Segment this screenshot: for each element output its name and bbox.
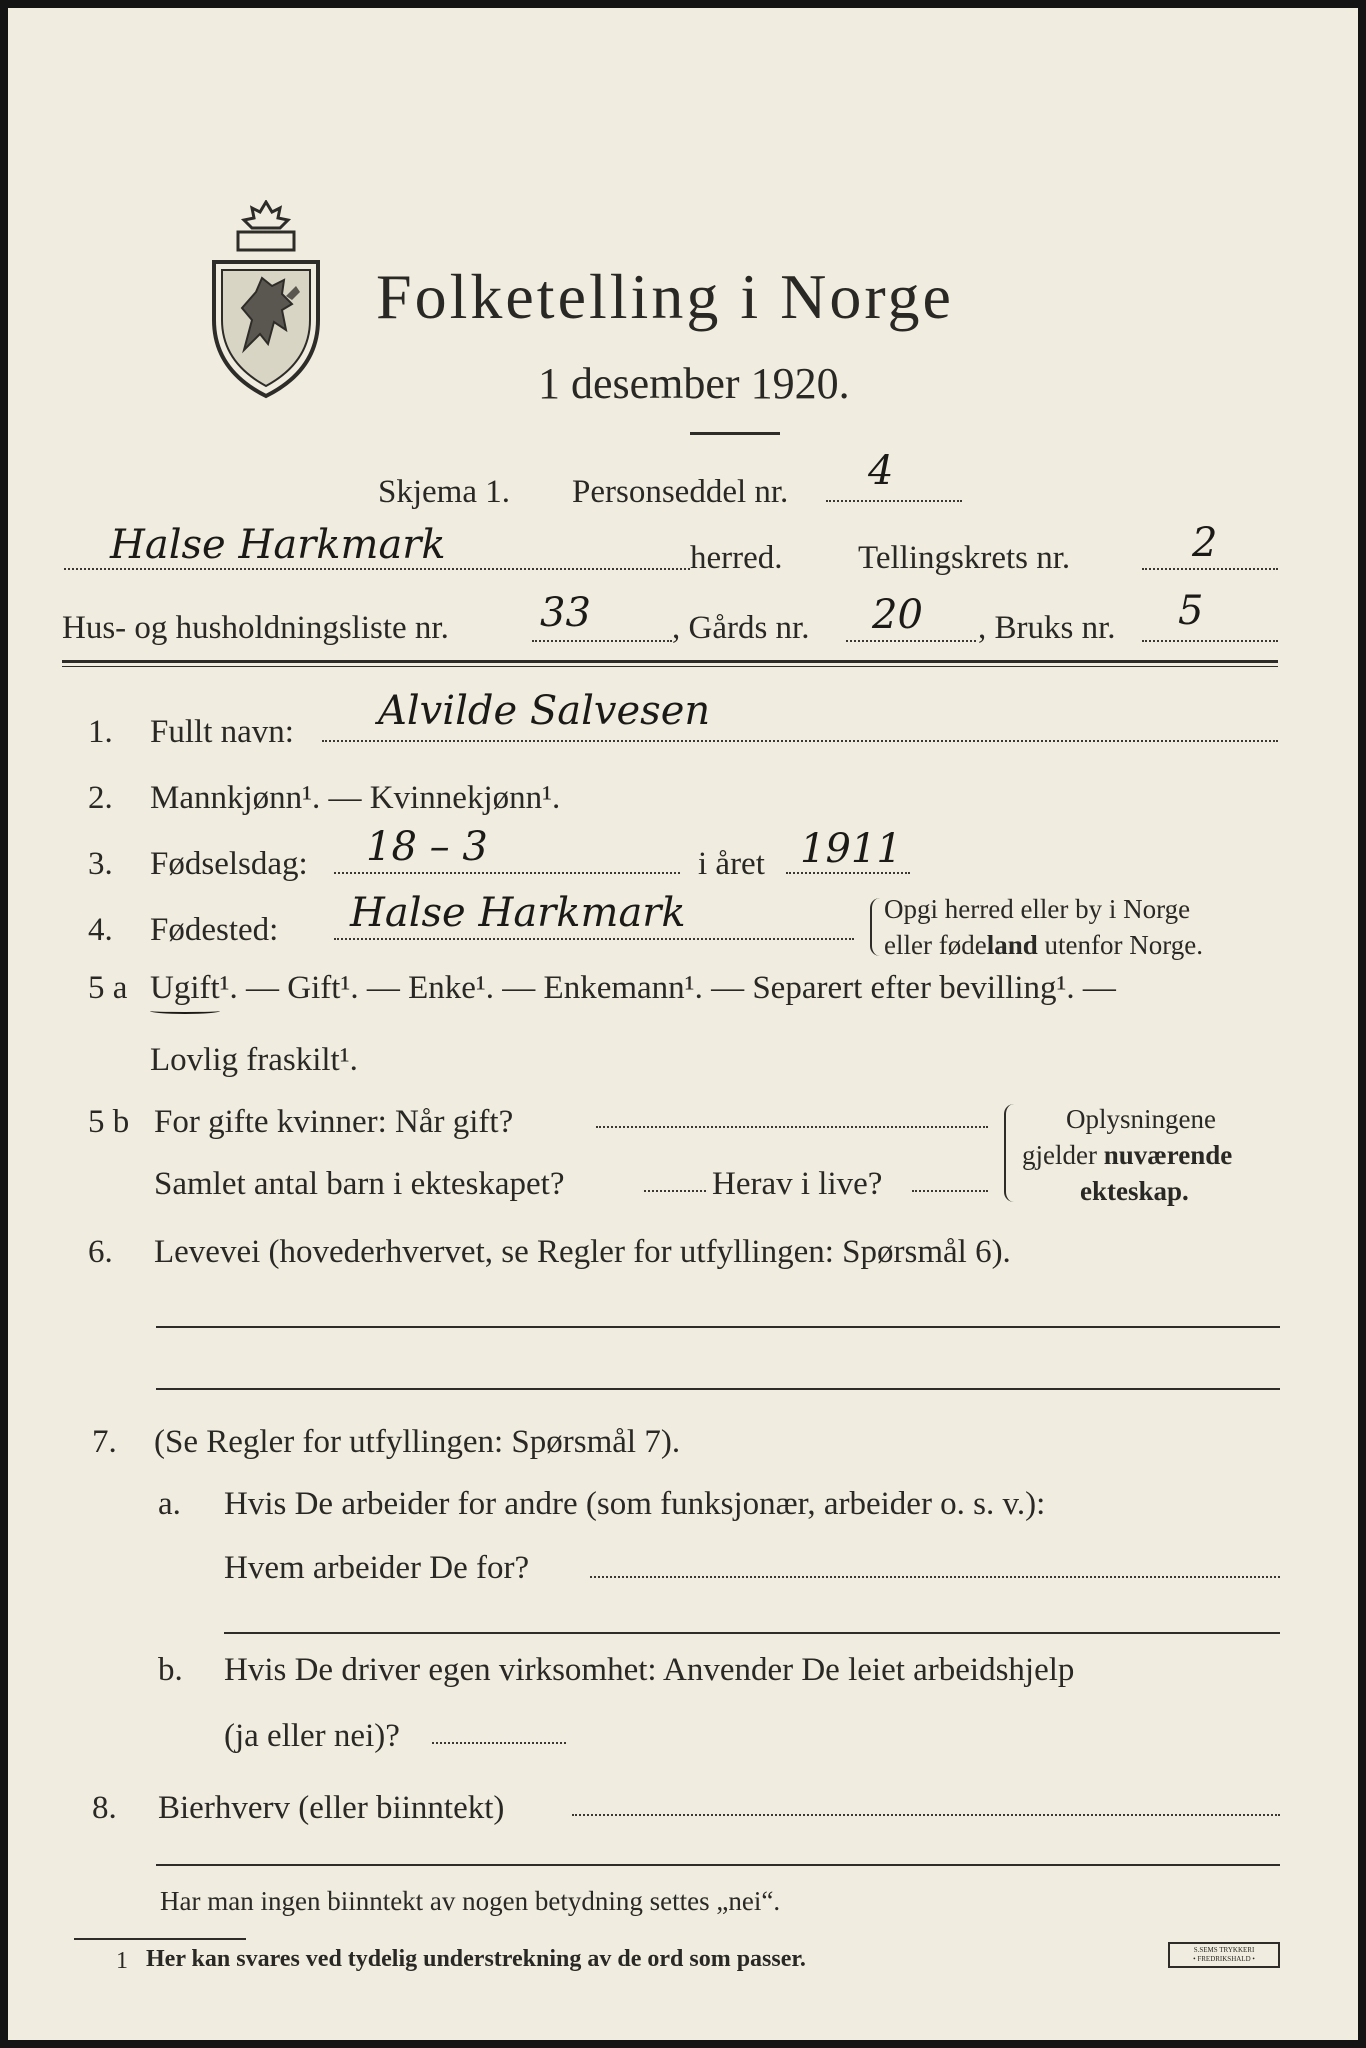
q4-value: Halse Harkmark [350,890,686,936]
gards-label: , Gårds nr. [672,610,810,646]
q7-number: 7. [92,1424,117,1460]
form-title: Folketelling i Norge [376,261,954,332]
q7a-line1: Hvis De arbeider for andre (som funksjonær, arbeider o. s. v.): [224,1486,1046,1522]
q4-note-brace [870,898,880,956]
q5a-line1: Ugift¹. — Gift¹. — Enke¹. — Enkemann¹. — Separert efter bevilling¹. — [150,970,1116,1006]
bruks-line [1142,640,1278,642]
q7b-line1: Hvis De driver egen virksomhet: Anvender De leiet arbeidshjelp [224,1652,1075,1688]
q6-text: Levevei (hovederhvervet, se Regler for utfyllingen: Spørsmål 6). [154,1234,1011,1270]
census-date: 1 desember 1920. [538,359,850,408]
q4-number: 4. [88,912,113,948]
q3-year-value: 1911 [800,826,902,872]
personseddel-value: 4 [868,448,894,494]
husliste-value: 33 [540,590,591,636]
q5b-note-line1: Oplysningene [1066,1104,1216,1134]
printer-stamp-line1: S.SEMS TRYKKERI [1193,1946,1255,1954]
q8-line [572,1814,1280,1816]
q7b-line2: (ja eller nei)? [224,1718,400,1754]
printer-stamp [1168,1942,1280,1968]
bruks-value: 5 [1178,588,1204,634]
q8-note: Har man ingen biinntekt av nogen betydning settes „nei“. [160,1886,781,1916]
footnote-text: Her kan svares ved tydelig understrekning av de ord som passer. [146,1946,806,1972]
q2-text: Mannkjønn¹. — Kvinnekjønn¹. [150,780,561,816]
q8-text: Bierhverv (eller biinntekt) [158,1790,505,1826]
q7-text: (Se Regler for utfyllingen: Spørsmål 7). [154,1424,681,1460]
q5b-when-line [596,1126,988,1128]
q7b-line [432,1742,566,1744]
q8-answer-line [156,1864,1280,1866]
q8-number: 8. [92,1790,117,1826]
gards-value: 20 [872,592,923,638]
q5b-line2a: Samlet antal barn i ekteskapet? [154,1166,565,1202]
gards-line [846,640,976,642]
q1-line [322,740,1278,742]
header-rule-top [62,660,1278,663]
husliste-label: Hus- og husholdningsliste nr. [62,610,449,646]
q4-line [334,938,854,940]
q3-year-label: i året [698,846,765,882]
q3-label: Fødselsdag: [150,846,308,882]
herred-value: Halse Harkmark [110,522,446,568]
q2-number: 2. [88,780,113,816]
q6-number: 6. [88,1234,113,1270]
q3-value: 18 – 3 [366,824,488,870]
personseddel-line [826,500,962,502]
q6-answer-line-1 [156,1326,1280,1328]
q7a-line2: Hvem arbeider De for? [224,1550,530,1586]
q7a-line [590,1576,1280,1578]
bruks-label: , Bruks nr. [978,610,1116,646]
q4-label: Fødested: [150,912,279,948]
q7a-answer-line [224,1632,1280,1634]
header-rule-bottom [62,666,1278,667]
personseddel-label: Personseddel nr. [572,474,789,510]
tellingskrets-line [1142,568,1278,570]
q5a-number: 5 a [88,970,128,1006]
herred-line [64,568,690,570]
q4-note-line1: Opgi herred eller by i Norge [884,894,1191,924]
q5b-note-line3: ekteskap. [1080,1176,1189,1206]
norway-coat-of-arms-icon [208,200,324,400]
q3-number: 3. [88,846,113,882]
q1-label: Fullt navn: [150,714,294,750]
tellingskrets-value: 2 [1192,520,1218,566]
tellingskrets-label: Tellingskrets nr. [858,540,1071,576]
q1-number: 1. [88,714,113,750]
q5b-alive-line [912,1190,988,1192]
printer-stamp-line2: • FREDRIKSHALD • [1193,1955,1255,1963]
q4-note-line2: eller fødeland utenfor Norge. [884,930,1203,960]
q5b-line1: For gifte kvinner: Når gift? [154,1104,514,1140]
q1-value: Alvilde Salvesen [378,688,711,734]
q5b-note-line2: gjelder nuværende [1022,1140,1233,1170]
skjema-label: Skjema 1. [378,474,510,510]
q5b-note-brace [1004,1104,1016,1202]
footnote-mark: 1 [116,1948,128,1974]
q5a-line2: Lovlig fraskilt¹. [150,1042,358,1078]
title-divider [690,432,780,435]
q6-answer-line-2 [156,1388,1280,1390]
footnote-rule [74,1938,246,1940]
q5a-underline-mark [150,1008,220,1014]
q5b-line2b: Herav i live? [712,1166,883,1202]
q5b-children-line [644,1190,706,1192]
q5b-number: 5 b [88,1104,130,1140]
q3-line [334,872,680,874]
q7b-number: b. [158,1652,183,1688]
husliste-line [532,640,672,642]
q7a-number: a. [158,1486,181,1522]
q3-year-line [786,872,910,874]
herred-label: herred. [690,540,783,576]
